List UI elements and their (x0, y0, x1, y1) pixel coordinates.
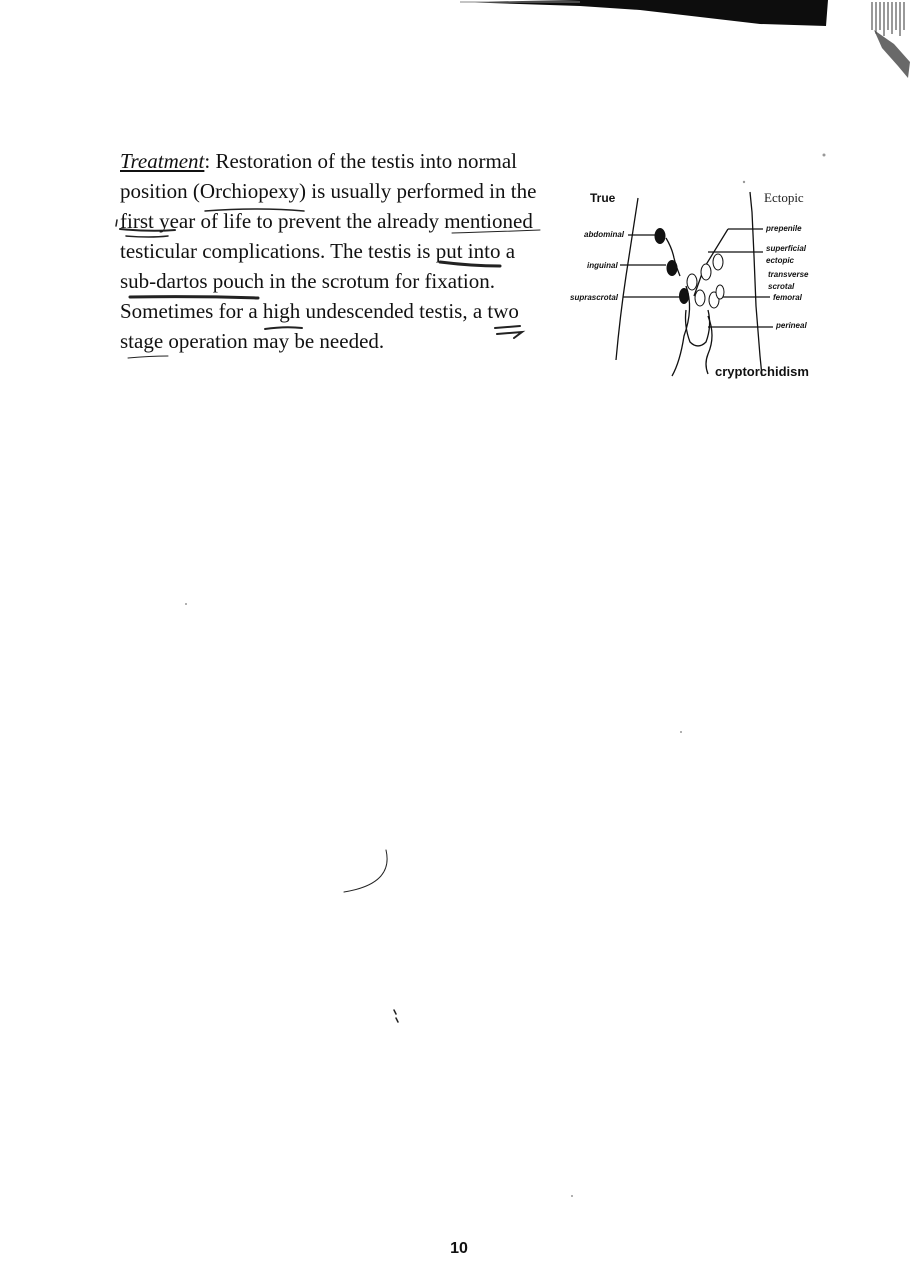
transverse-label: transverse (768, 270, 809, 279)
cryptorchidism-diagram (568, 176, 818, 386)
treatment-line-1: Treatment: Restoration of the testis into normal (120, 149, 518, 173)
superficial-label: superficial (766, 244, 807, 253)
treatment-line-5: sub-dartos pouch in the scrotum for fixation. (120, 269, 496, 293)
page-number: 10 (450, 1240, 468, 1257)
treatment-heading: Treatment (120, 149, 205, 173)
abdominal-label: abdominal (584, 230, 625, 239)
true-label: True (590, 191, 616, 205)
treatment-line-4: testicular complications. The testis is put into a (120, 239, 516, 263)
scan-edge-artifact (860, 0, 918, 90)
prepenile-label: prepenile (766, 224, 802, 233)
femoral-label: femoral (773, 293, 802, 302)
treatment-line-6: Sometimes for a high undescended testis, a two (120, 299, 519, 323)
treatment-line-2: position (Orchiopexy) is usually performed in the (120, 179, 537, 203)
testis-position-diagram (568, 176, 818, 386)
scan-edge-shadow (460, 0, 830, 26)
inguinal-label: inguinal (587, 261, 618, 270)
suprascrotal-label: suprascrotal (570, 293, 619, 302)
ectopic-label: Ectopic (764, 190, 804, 205)
perineal-label: perineal (776, 321, 807, 330)
treatment-paragraph (120, 146, 560, 356)
treatment-line-3: first year of life to prevent the already mentioned (120, 209, 533, 233)
treatment-line-7: stage operation may be needed. (120, 329, 385, 353)
ectopic-label-small: ectopic (766, 256, 795, 265)
figure-caption: cryptorchidism (715, 364, 809, 379)
scrotal-label: scrotal (768, 282, 795, 291)
